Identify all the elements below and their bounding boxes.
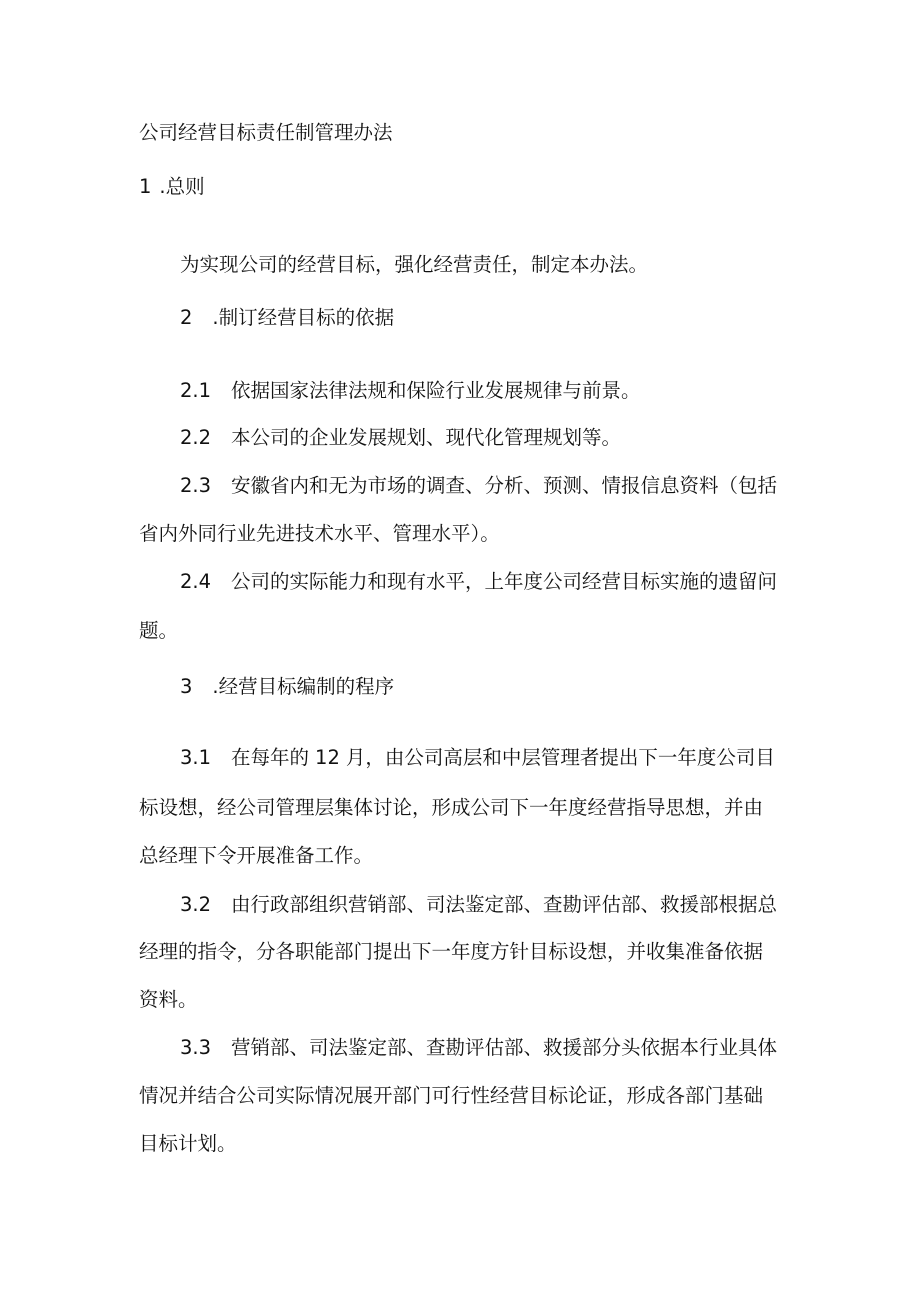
section-title: .经营目标编制的程序 <box>212 675 395 698</box>
paragraph-3-2-line-3: 资料。 <box>139 988 198 1011</box>
section-title: .制订经营目标的依据 <box>212 306 395 329</box>
section-number: 1 <box>139 175 152 198</box>
paragraph-3-2-line-1 <box>180 891 777 919</box>
clause-text: 公司的实际能力和现有水平，上年度公司经营目标实施的遗留问 <box>231 570 778 593</box>
paragraph-3-3-line-1 <box>180 1034 777 1062</box>
clause-text: 依据国家法律法规和保险行业发展规律与前景。 <box>231 379 641 402</box>
paragraph-3-3-line-3: 目标计划。 <box>139 1132 237 1155</box>
clause-number: 2.3 <box>180 474 212 497</box>
paragraph-2-3-line-2: 省内外同行业先进技术水平、管理水平）。 <box>139 522 500 545</box>
paragraph-2-4-line-1 <box>180 568 777 596</box>
clause-text: 安徽省内和无为市场的调查、分析、预测、情报信息资料（包括 <box>231 474 778 497</box>
paragraph-3-1-line-3: 总经理下令开展准备工作。 <box>139 844 374 867</box>
clause-number: 2.2 <box>180 426 212 449</box>
section-3-heading <box>180 673 394 701</box>
document-title: 公司经营目标责任制管理办法 <box>139 121 393 144</box>
paragraph-3-1-line-2: 标设想，经公司管理层集体讨论，形成公司下一年度经营指导思想，并由 <box>139 796 764 819</box>
month-number: 12 <box>315 746 340 769</box>
paragraph-3-3-line-2: 情况并结合公司实际情况展开部门可行性经营目标论证，形成各部门基础 <box>139 1084 764 1107</box>
clause-text: 本公司的企业发展规划、现代化管理规划等。 <box>231 426 622 449</box>
clause-text: 由行政部组织营销部、司法鉴定部、查勘评估部、救援部根据总 <box>231 893 778 916</box>
section-1-heading <box>139 173 205 201</box>
clause-text-cont: 月，由公司高层和中层管理者提出下一年度公司目 <box>345 746 775 769</box>
clause-number: 3.1 <box>180 746 212 769</box>
paragraph-3-1-line-1 <box>180 744 775 772</box>
clause-number: 2.1 <box>180 379 212 402</box>
paragraph-2-3-line-1 <box>180 472 777 500</box>
section-number: 2 <box>180 306 193 329</box>
section-1-body: 为实现公司的经营目标，强化经营责任，制定本办法。 <box>180 253 649 276</box>
section-2-heading <box>180 304 394 332</box>
clause-number: 2.4 <box>180 570 212 593</box>
paragraph-2-4-line-2: 题。 <box>139 619 179 642</box>
paragraph-2-2 <box>180 424 621 452</box>
paragraph-3-2-line-2: 经理的指令，分各职能部门提出下一年度方针目标设想，并收集准备依据 <box>139 940 764 963</box>
clause-text: 营销部、司法鉴定部、查勘评估部、救援部分头依据本行业具体 <box>231 1036 778 1059</box>
clause-number: 3.3 <box>180 1036 212 1059</box>
paragraph-2-1 <box>180 377 641 405</box>
section-number: 3 <box>180 675 193 698</box>
section-title: .总则 <box>159 175 205 198</box>
clause-number: 3.2 <box>180 893 212 916</box>
clause-text: 在每年的 <box>231 746 310 769</box>
